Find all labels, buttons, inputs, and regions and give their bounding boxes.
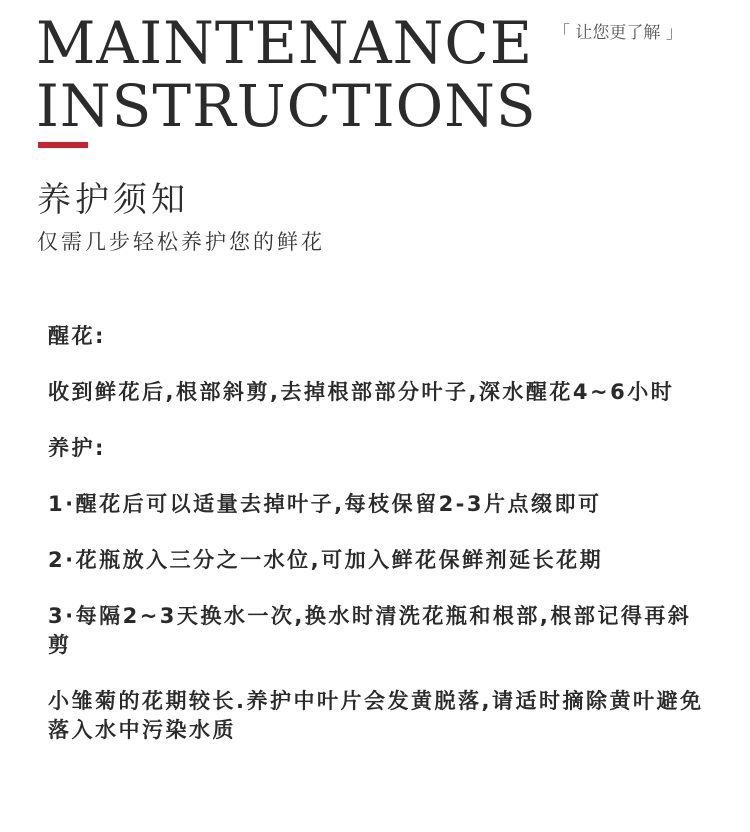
section-subtitle: 仅需几步轻松养护您的鲜花 — [37, 230, 325, 254]
wake-instructions: 收到鲜花后,根部斜剪,去掉根部部分叶子,深水醒花4~6小时 — [48, 380, 675, 404]
page-title-line-2: INSTRUCTIONS — [36, 72, 537, 140]
tagline — [553, 18, 723, 43]
care-step-3: 3·每隔2~3天换水一次,换水时清洗花瓶和根部,根部记得再斜剪 — [48, 604, 692, 657]
tagline-close-bracket: 」 — [665, 23, 683, 43]
tagline-text: 让您更了解 — [575, 23, 661, 43]
care-step-1: 1·醒花后可以适量去掉叶子,每枝保留2-3片点缀即可 — [48, 492, 602, 516]
care-heading: 养护: — [48, 436, 106, 460]
care-note: 小雏菊的花期较长.养护中叶片会发黄脱落,请适时摘除黄叶避免落入水中污染水质 — [48, 689, 704, 742]
instructions-body — [48, 322, 708, 772]
care-step-2: 2·花瓶放入三分之一水位,可加入鲜花保鲜剂延长花期 — [48, 548, 604, 572]
accent-divider — [38, 142, 88, 148]
wake-heading: 醒花: — [48, 324, 106, 348]
section-title: 养护须知 — [37, 180, 189, 220]
tagline-open-bracket: 「 — [553, 23, 570, 43]
page-title-line-1: MAINTENANCE — [36, 9, 534, 77]
